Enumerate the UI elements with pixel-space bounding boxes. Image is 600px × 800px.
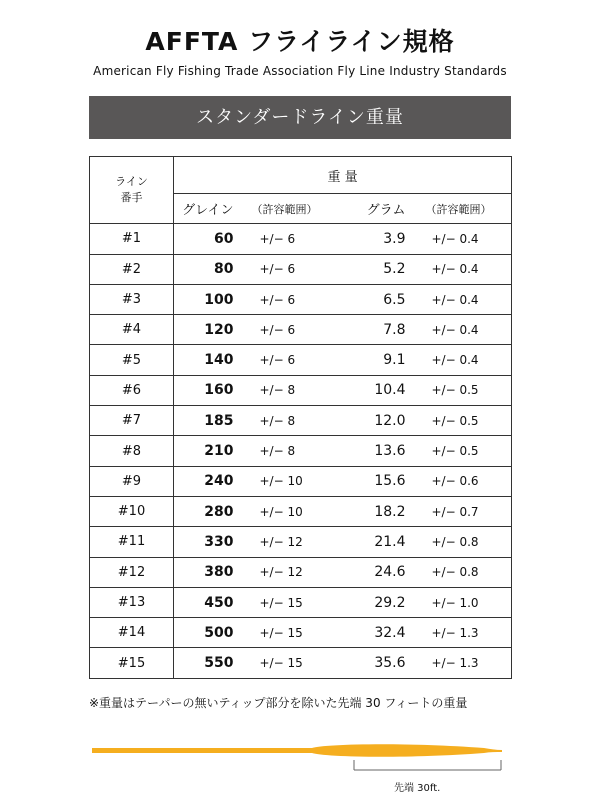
grain-tolerance-cell: +/− 8	[234, 375, 326, 405]
table-row	[90, 406, 512, 436]
grain-tolerance-cell: +/− 6	[234, 284, 326, 314]
gram-value-cell: 12.0	[326, 406, 406, 436]
grain-value-cell: 120	[174, 315, 234, 345]
gram-value-cell: 18.2	[326, 496, 406, 526]
gram-value-cell: 21.4	[326, 527, 406, 557]
table-row	[90, 284, 512, 314]
table-row	[90, 375, 512, 405]
grain-value-cell: 550	[174, 648, 234, 678]
grain-value-cell: 500	[174, 618, 234, 648]
grain-value-cell: 380	[174, 557, 234, 587]
gram-value-cell: 13.6	[326, 436, 406, 466]
table-row	[90, 618, 512, 648]
gram-tolerance-cell: +/− 0.5	[406, 375, 512, 405]
grain-value-cell: 140	[174, 345, 234, 375]
gram-tolerance-cell: +/− 0.8	[406, 527, 512, 557]
grain-tolerance-cell: +/− 15	[234, 587, 326, 617]
page-subtitle: American Fly Fishing Trade Association Fly Line Industry Standards	[93, 64, 507, 78]
line-number-cell: #8	[90, 436, 174, 466]
table-row	[90, 587, 512, 617]
line-number-cell: #7	[90, 406, 174, 436]
gram-tolerance-cell: +/− 1.3	[406, 618, 512, 648]
gram-tolerance-cell: +/− 0.4	[406, 284, 512, 314]
gram-tolerance-cell: +/− 1.0	[406, 587, 512, 617]
gram-value-cell: 5.2	[326, 254, 406, 284]
line-number-cell: #13	[90, 587, 174, 617]
table-row	[90, 345, 512, 375]
gram-value-cell: 6.5	[326, 284, 406, 314]
grain-value-cell: 450	[174, 587, 234, 617]
tip-length-label: 先端 30ft.	[394, 783, 441, 794]
gram-tolerance-cell: +/− 0.5	[406, 406, 512, 436]
gram-value-cell: 29.2	[326, 587, 406, 617]
table-row	[90, 527, 512, 557]
grain-header: グレイン	[174, 194, 234, 224]
table-row	[90, 496, 512, 526]
gram-value-cell: 9.1	[326, 345, 406, 375]
gram-value-cell: 7.8	[326, 315, 406, 345]
grain-value-cell: 80	[174, 254, 234, 284]
line-number-cell: #2	[90, 254, 174, 284]
grain-tolerance-cell: +/− 10	[234, 466, 326, 496]
gram-value-cell: 10.4	[326, 375, 406, 405]
grain-value-cell: 60	[174, 224, 234, 254]
grain-value-cell: 280	[174, 496, 234, 526]
grain-value-cell: 160	[174, 375, 234, 405]
gram-tolerance-cell: +/− 0.4	[406, 254, 512, 284]
line-number-cell: #11	[90, 527, 174, 557]
gram-value-cell: 35.6	[326, 648, 406, 678]
grain-tolerance-cell: +/− 15	[234, 648, 326, 678]
grain-tolerance-cell: +/− 6	[234, 345, 326, 375]
grain-value-cell: 330	[174, 527, 234, 557]
line-header-top: ライン	[115, 175, 148, 189]
line-number-cell: #9	[90, 466, 174, 496]
grain-value-cell: 185	[174, 406, 234, 436]
gram-value-cell: 15.6	[326, 466, 406, 496]
section-banner: スタンダードライン重量	[89, 96, 511, 139]
grain-tolerance-cell: +/− 8	[234, 406, 326, 436]
gram-tolerance-cell: +/− 1.3	[406, 648, 512, 678]
table-row	[90, 436, 512, 466]
grain-tolerance-header: （許容範囲）	[234, 194, 326, 224]
gram-tolerance-cell: +/− 0.6	[406, 466, 512, 496]
weight-header: 重 量	[174, 157, 512, 194]
grain-tolerance-cell: +/− 8	[234, 436, 326, 466]
grain-tolerance-cell: +/− 6	[234, 224, 326, 254]
grain-tolerance-cell: +/− 6	[234, 254, 326, 284]
grain-tolerance-cell: +/− 6	[234, 315, 326, 345]
grain-tolerance-cell: +/− 10	[234, 496, 326, 526]
fly-line-diagram	[92, 740, 504, 776]
table-row	[90, 224, 512, 254]
grain-value-cell: 210	[174, 436, 234, 466]
table-row	[90, 648, 512, 678]
gram-tolerance-cell: +/− 0.8	[406, 557, 512, 587]
gram-header: グラム	[326, 194, 406, 224]
line-number-cell: #5	[90, 345, 174, 375]
table-row	[90, 315, 512, 345]
table-header-row	[90, 157, 512, 194]
line-header-bottom: 番手	[120, 191, 143, 205]
gram-tolerance-cell: +/− 0.4	[406, 315, 512, 345]
fly-line-shape	[92, 744, 502, 757]
footnote: ※重量はテーパーの無いティップ部分を除いた先端 30 フィートの重量	[89, 696, 468, 710]
gram-tolerance-cell: +/− 0.4	[406, 224, 512, 254]
line-number-cell: #6	[90, 375, 174, 405]
table-row	[90, 466, 512, 496]
gram-value-cell: 24.6	[326, 557, 406, 587]
gram-tolerance-cell: +/− 0.4	[406, 345, 512, 375]
line-number-cell: #14	[90, 618, 174, 648]
grain-tolerance-cell: +/− 12	[234, 527, 326, 557]
page-title: AFFTA フライライン規格	[145, 27, 455, 56]
gram-tolerance-cell: +/− 0.7	[406, 496, 512, 526]
table-row	[90, 254, 512, 284]
gram-value-cell: 3.9	[326, 224, 406, 254]
gram-tolerance-cell: +/− 0.5	[406, 436, 512, 466]
line-header-cell	[90, 157, 174, 224]
grain-value-cell: 240	[174, 466, 234, 496]
line-number-cell: #12	[90, 557, 174, 587]
grain-value-cell: 100	[174, 284, 234, 314]
gram-value-cell: 32.4	[326, 618, 406, 648]
line-weight-table	[89, 156, 512, 679]
gram-tolerance-header: （許容範囲）	[406, 194, 512, 224]
line-number-cell: #4	[90, 315, 174, 345]
grain-tolerance-cell: +/− 15	[234, 618, 326, 648]
line-number-cell: #3	[90, 284, 174, 314]
line-number-cell: #1	[90, 224, 174, 254]
line-number-cell: #10	[90, 496, 174, 526]
table-row	[90, 557, 512, 587]
grain-tolerance-cell: +/− 12	[234, 557, 326, 587]
line-number-cell: #15	[90, 648, 174, 678]
